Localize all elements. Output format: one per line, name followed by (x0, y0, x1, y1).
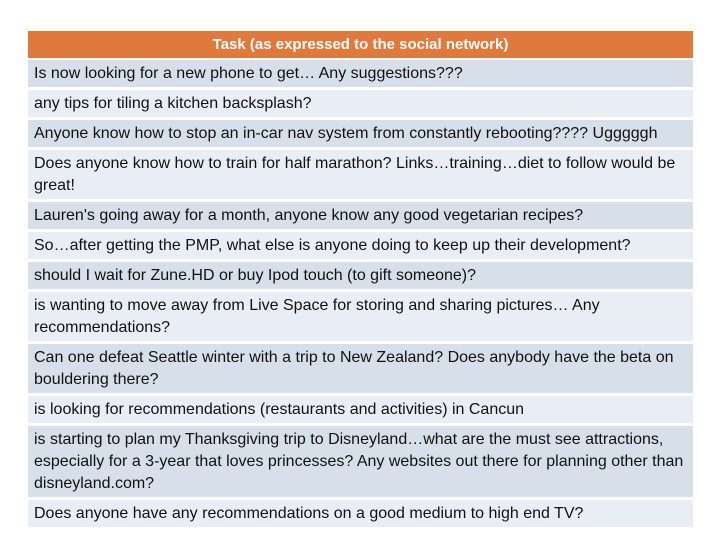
task-table-container (28, 31, 693, 540)
table-row (28, 395, 693, 425)
table-cell: Can one defeat Seattle winter with a trip to New Zealand? Does anybody have the beta on bouldering there? (28, 343, 693, 395)
table-row (28, 119, 693, 149)
table-cell: Does anyone have any recommendations on a good medium to high end TV? (28, 499, 693, 529)
table-cell: Lauren's going away for a month, anyone know any good vegetarian recipes? (28, 201, 693, 231)
table-cell: is wanting to move away from Live Space for storing and sharing pictures… Any recommendations? (28, 291, 693, 343)
table-cell: Is now looking for a new phone to get… Any suggestions??? (28, 59, 693, 89)
table-row (28, 261, 693, 291)
table-header: Task (as expressed to the social network) (28, 31, 693, 59)
table-row (28, 59, 693, 89)
table-header-row (28, 31, 693, 59)
table-cell: Does anyone know how to train for half marathon? Links…training…diet to follow would be great! (28, 149, 693, 201)
table-row (28, 149, 693, 201)
table-cell: should I wait for Zune.HD or buy Ipod touch (to gift someone)? (28, 261, 693, 291)
table-cell: So…after getting the PMP, what else is anyone doing to keep up their development? (28, 231, 693, 261)
table-row (28, 499, 693, 529)
table-cell: is looking for recommendations (restaurants and activities) in Cancun (28, 395, 693, 425)
table-row (28, 89, 693, 119)
task-table (28, 31, 693, 530)
table-row (28, 425, 693, 499)
table-cell: any tips for tiling a kitchen backsplash? (28, 89, 693, 119)
table-cell: is starting to plan my Thanksgiving trip to Disneyland…what are the must see attractions, especially for a 3-year that loves princesses? Any websites out there for planning other than disneyland.com? (28, 425, 693, 499)
table-row (28, 231, 693, 261)
table-row (28, 291, 693, 343)
table-row (28, 201, 693, 231)
table-cell: Anyone know how to stop an in-car nav system from constantly rebooting???? Ugggggh (28, 119, 693, 149)
table-row (28, 343, 693, 395)
